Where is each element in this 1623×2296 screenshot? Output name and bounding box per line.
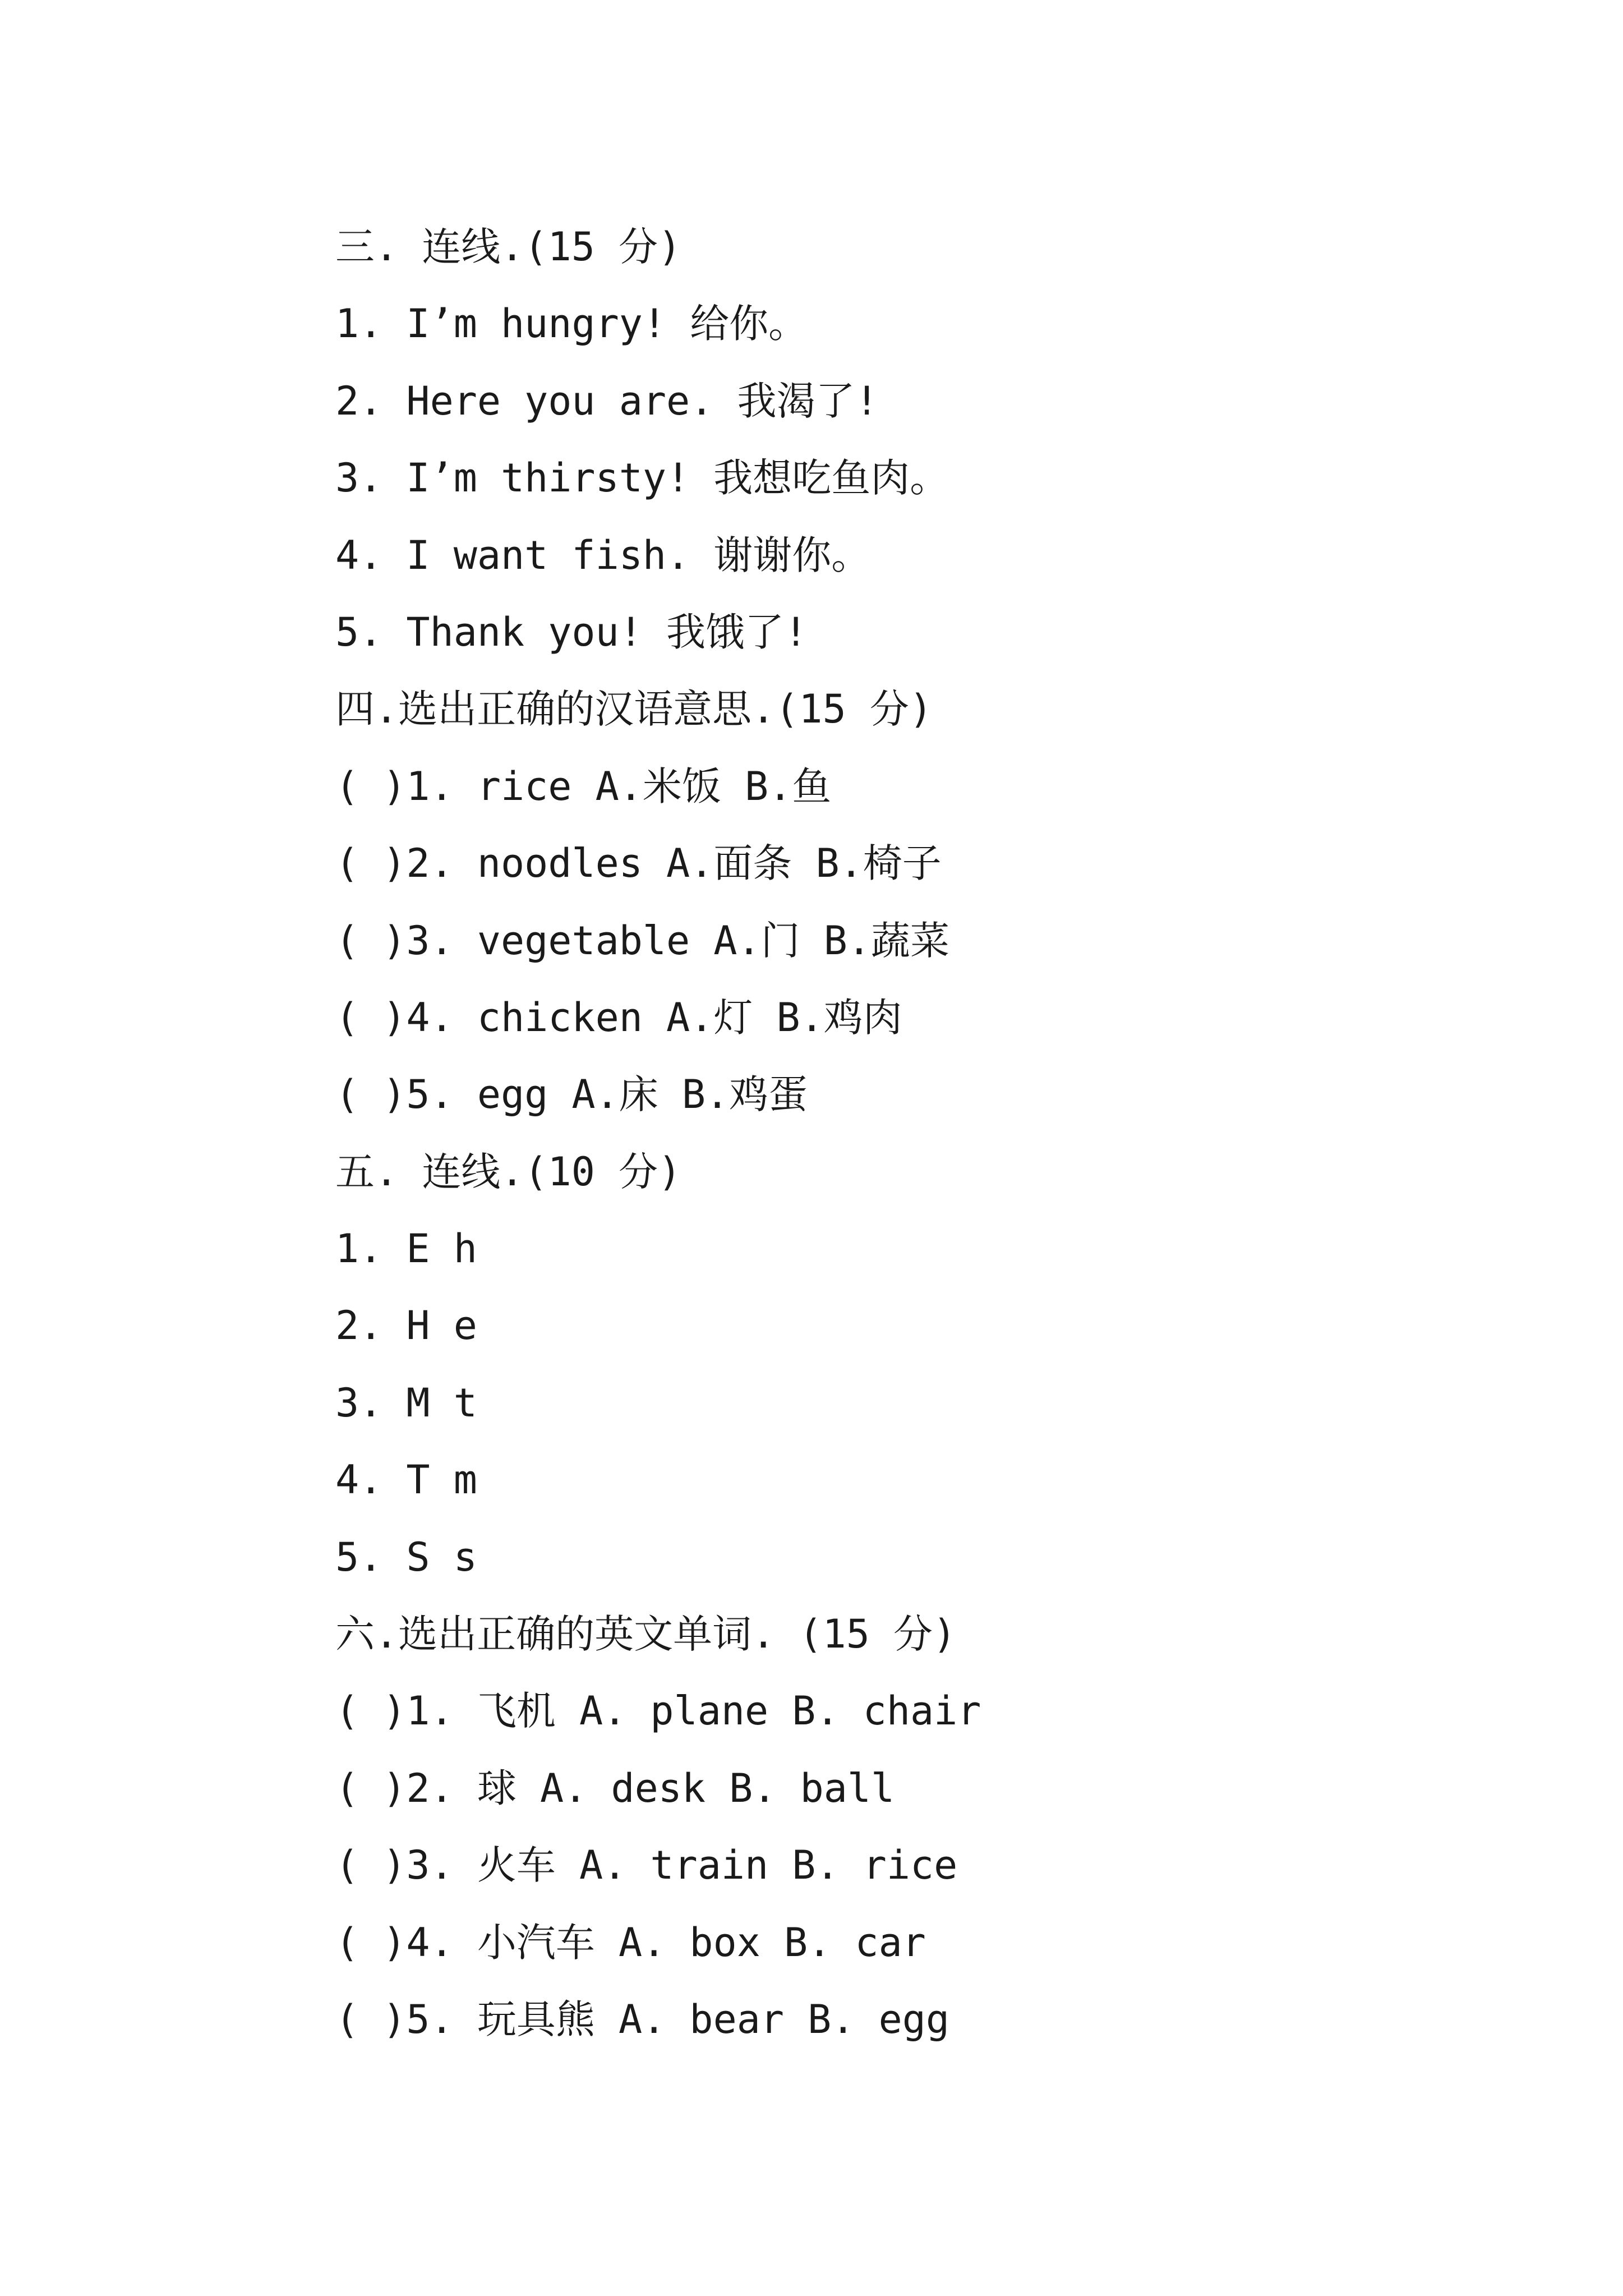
section-4-heading: 四.选出正确的汉语意思.(15 分) xyxy=(335,686,933,733)
match-item-3: 3. I’m thirsty! 我想吃鱼肉。 xyxy=(335,455,949,501)
match-item-4: 4. I want fish. 谢谢你。 xyxy=(335,532,871,578)
meaning-question-4: ( )4. chicken A.灯 B.鸡肉 xyxy=(335,994,902,1041)
word-question-3: ( )3. 火车 A. train B. rice xyxy=(335,1842,958,1889)
word-question-4: ( )4. 小汽车 A. box B. car xyxy=(335,1919,926,1966)
letter-match-1: 1. E h xyxy=(335,1226,477,1272)
letter-match-2: 2. H e xyxy=(335,1303,477,1349)
worksheet-page xyxy=(335,209,1513,2058)
letter-match-5: 5. S s xyxy=(335,1534,477,1580)
meaning-question-5: ( )5. egg A.床 B.鸡蛋 xyxy=(335,1071,808,1118)
letter-match-4: 4. T m xyxy=(335,1457,477,1503)
section-6-heading: 六.选出正确的英文单词. (15 分) xyxy=(335,1611,957,1658)
match-item-5: 5. Thank you! 我饿了! xyxy=(335,609,808,655)
word-question-2: ( )2. 球 A. desk B. ball xyxy=(335,1765,895,1811)
meaning-question-1: ( )1. rice A.米饭 B.鱼 xyxy=(335,763,832,809)
match-item-2: 2. Here you are. 我渴了! xyxy=(335,378,879,424)
word-question-1: ( )1. 飞机 A. plane B. chair xyxy=(335,1688,981,1734)
meaning-question-3: ( )3. vegetable A.门 B.蔬菜 xyxy=(335,917,950,964)
meaning-question-2: ( )2. noodles A.面条 B.椅子 xyxy=(335,840,942,887)
word-question-5: ( )5. 玩具熊 A. bear B. egg xyxy=(335,1996,950,2042)
section-3-heading: 三. 连线.(15 分) xyxy=(335,224,682,270)
section-5-heading: 五. 连线.(10 分) xyxy=(335,1148,682,1195)
match-item-1: 1. I’m hungry! 给你。 xyxy=(335,301,808,347)
letter-match-3: 3. M t xyxy=(335,1379,477,1426)
